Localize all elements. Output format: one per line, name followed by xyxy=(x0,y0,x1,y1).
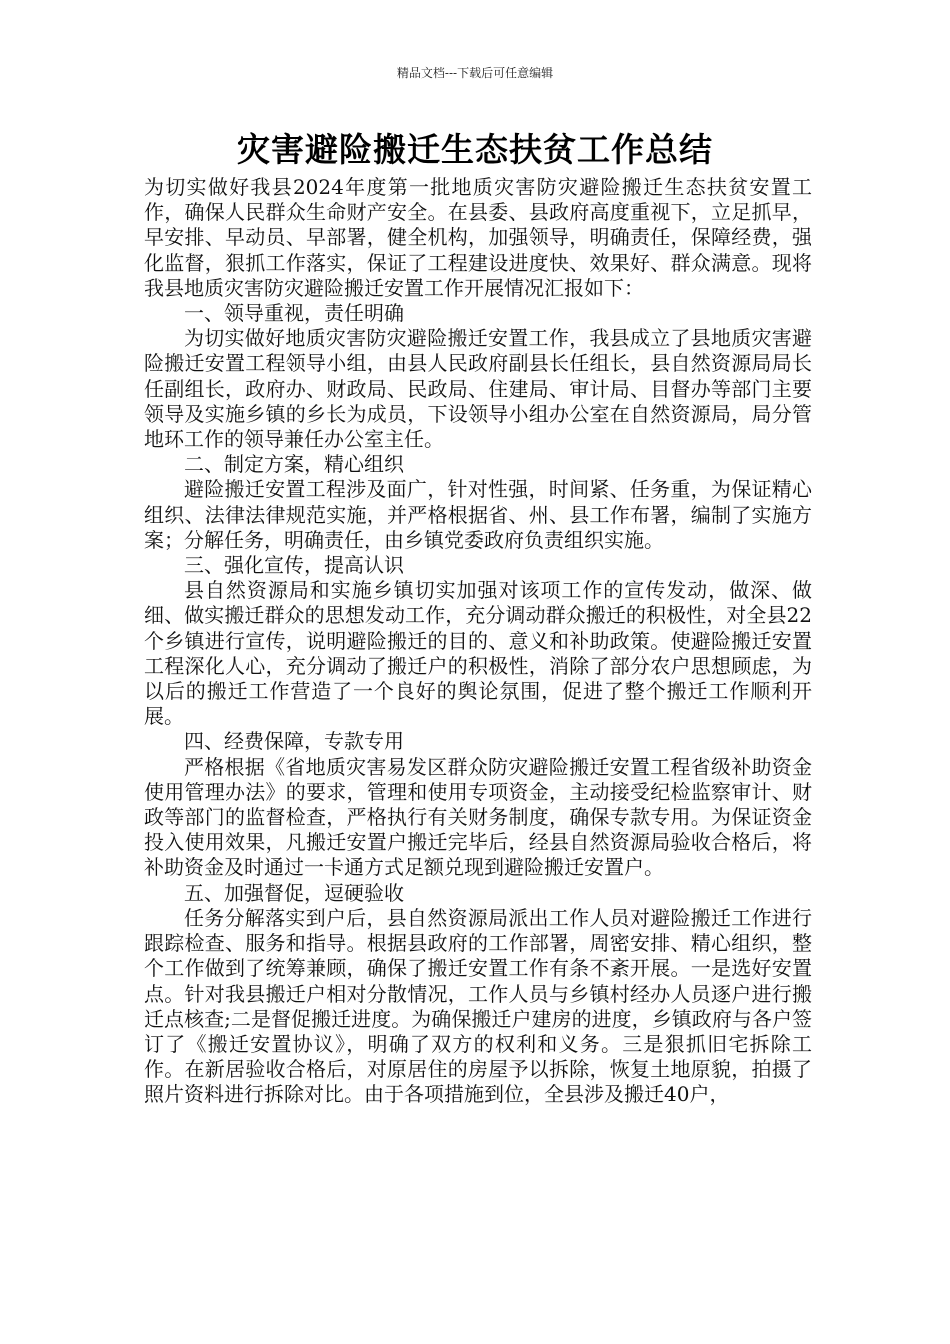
section-body-3: 县自然资源局和实施乡镇切实加强对该项工作的宣传发动，做深、做细、做实搬迁群众的思想发动工作，充分调动群众搬迁的积极性，对全县22个乡镇进行宣传，说明避险搬迁的目的、意义和补助政策。使避险搬迁安置工程深化人心，充分调动了搬迁户的积极性，消除了部分农户思想顾虑，为以后的搬迁工作营造了一个良好的舆论氛围，促进了整个搬迁工作顺利开展。 xyxy=(144,578,812,729)
section-heading-3: 三、强化宣传，提高认识 xyxy=(184,553,404,578)
section-heading-2: 二、制定方案，精心组织 xyxy=(184,452,404,477)
document-title: 灾害避险搬迁生态扶贫工作总结 xyxy=(237,130,713,169)
intro-paragraph: 为切实做好我县2024年度第一批地质灾害防灾避险搬迁生态扶贫安置工作，确保人民群众生命财产安全。在县委、县政府高度重视下，立足抓早，早安排、早动员、早部署，健全机构，加强领导，明确责任，保障经费，强化监督，狠抓工作落实，保证了工程建设进度快、效果好、群众满意。现将我县地质灾害防灾避险搬迁安置工作开展情况汇报如下： xyxy=(144,175,812,300)
section-body-4: 严格根据《省地质灾害易发区群众防灾避险搬迁安置工程省级补助资金使用管理办法》的要求，管理和使用专项资金，主动接受纪检监察审计、财政等部门的监督检查，严格执行有关财务制度，确保专款专用。为保证资金投入使用效果，凡搬迁安置户搬迁完毕后，经县自然资源局验收合格后，将补助资金及时通过一卡通方式足额兑现到避险搬迁安置户。 xyxy=(144,754,812,880)
section-heading-1: 一、领导重视，责任明确 xyxy=(184,301,404,326)
section-body-2: 避险搬迁安置工程涉及面广，针对性强，时间紧、任务重，为保证精心组织、法律法律规范实施，并严格根据省、州、县工作布署，编制了实施方案；分解任务，明确责任，由乡镇党委政府负责组织实施。 xyxy=(144,477,812,552)
section-heading-5: 五、加强督促，逗硬验收 xyxy=(184,880,404,905)
header-note: 精品文档---下载后可任意编辑 xyxy=(396,66,554,80)
section-heading-4: 四、经费保障，专款专用 xyxy=(184,729,404,754)
section-body-1: 为切实做好地质灾害防灾避险搬迁安置工作，我县成立了县地质灾害避险搬迁安置工程领导小组，由县人民政府副县长任组长，县自然资源局局长任副组长，政府办、财政局、民政局、住建局、审计局、目督办等部门主要领导及实施乡镇的乡长为成员，下设领导小组办公室在自然资源局，局分管地环工作的领导兼任办公室主任。 xyxy=(144,326,812,452)
section-body-5: 任务分解落实到户后，县自然资源局派出工作人员对避险搬迁工作进行跟踪检查、服务和指导。根据县政府的工作部署，周密安排、精心组织，整个工作做到了统筹兼顾，确保了搬迁安置工作有条不紊开展。一是选好安置点。针对我县搬迁户相对分散情况，工作人员与乡镇村经办人员逐户进行搬迁点核查;二是督促搬迁进度。为确保搬迁户建房的进度，乡镇政府与各户签订了《搬迁安置协议》，明确了双方的权利和义务。三是狠抓旧宅拆除工作。在新居验收合格后，对原居住的房屋予以拆除，恢复土地原貌，拍摄了照片资料进行拆除对比。由于各项措施到位，全县涉及搬迁40户， xyxy=(144,905,812,1107)
document-body xyxy=(144,175,812,1108)
